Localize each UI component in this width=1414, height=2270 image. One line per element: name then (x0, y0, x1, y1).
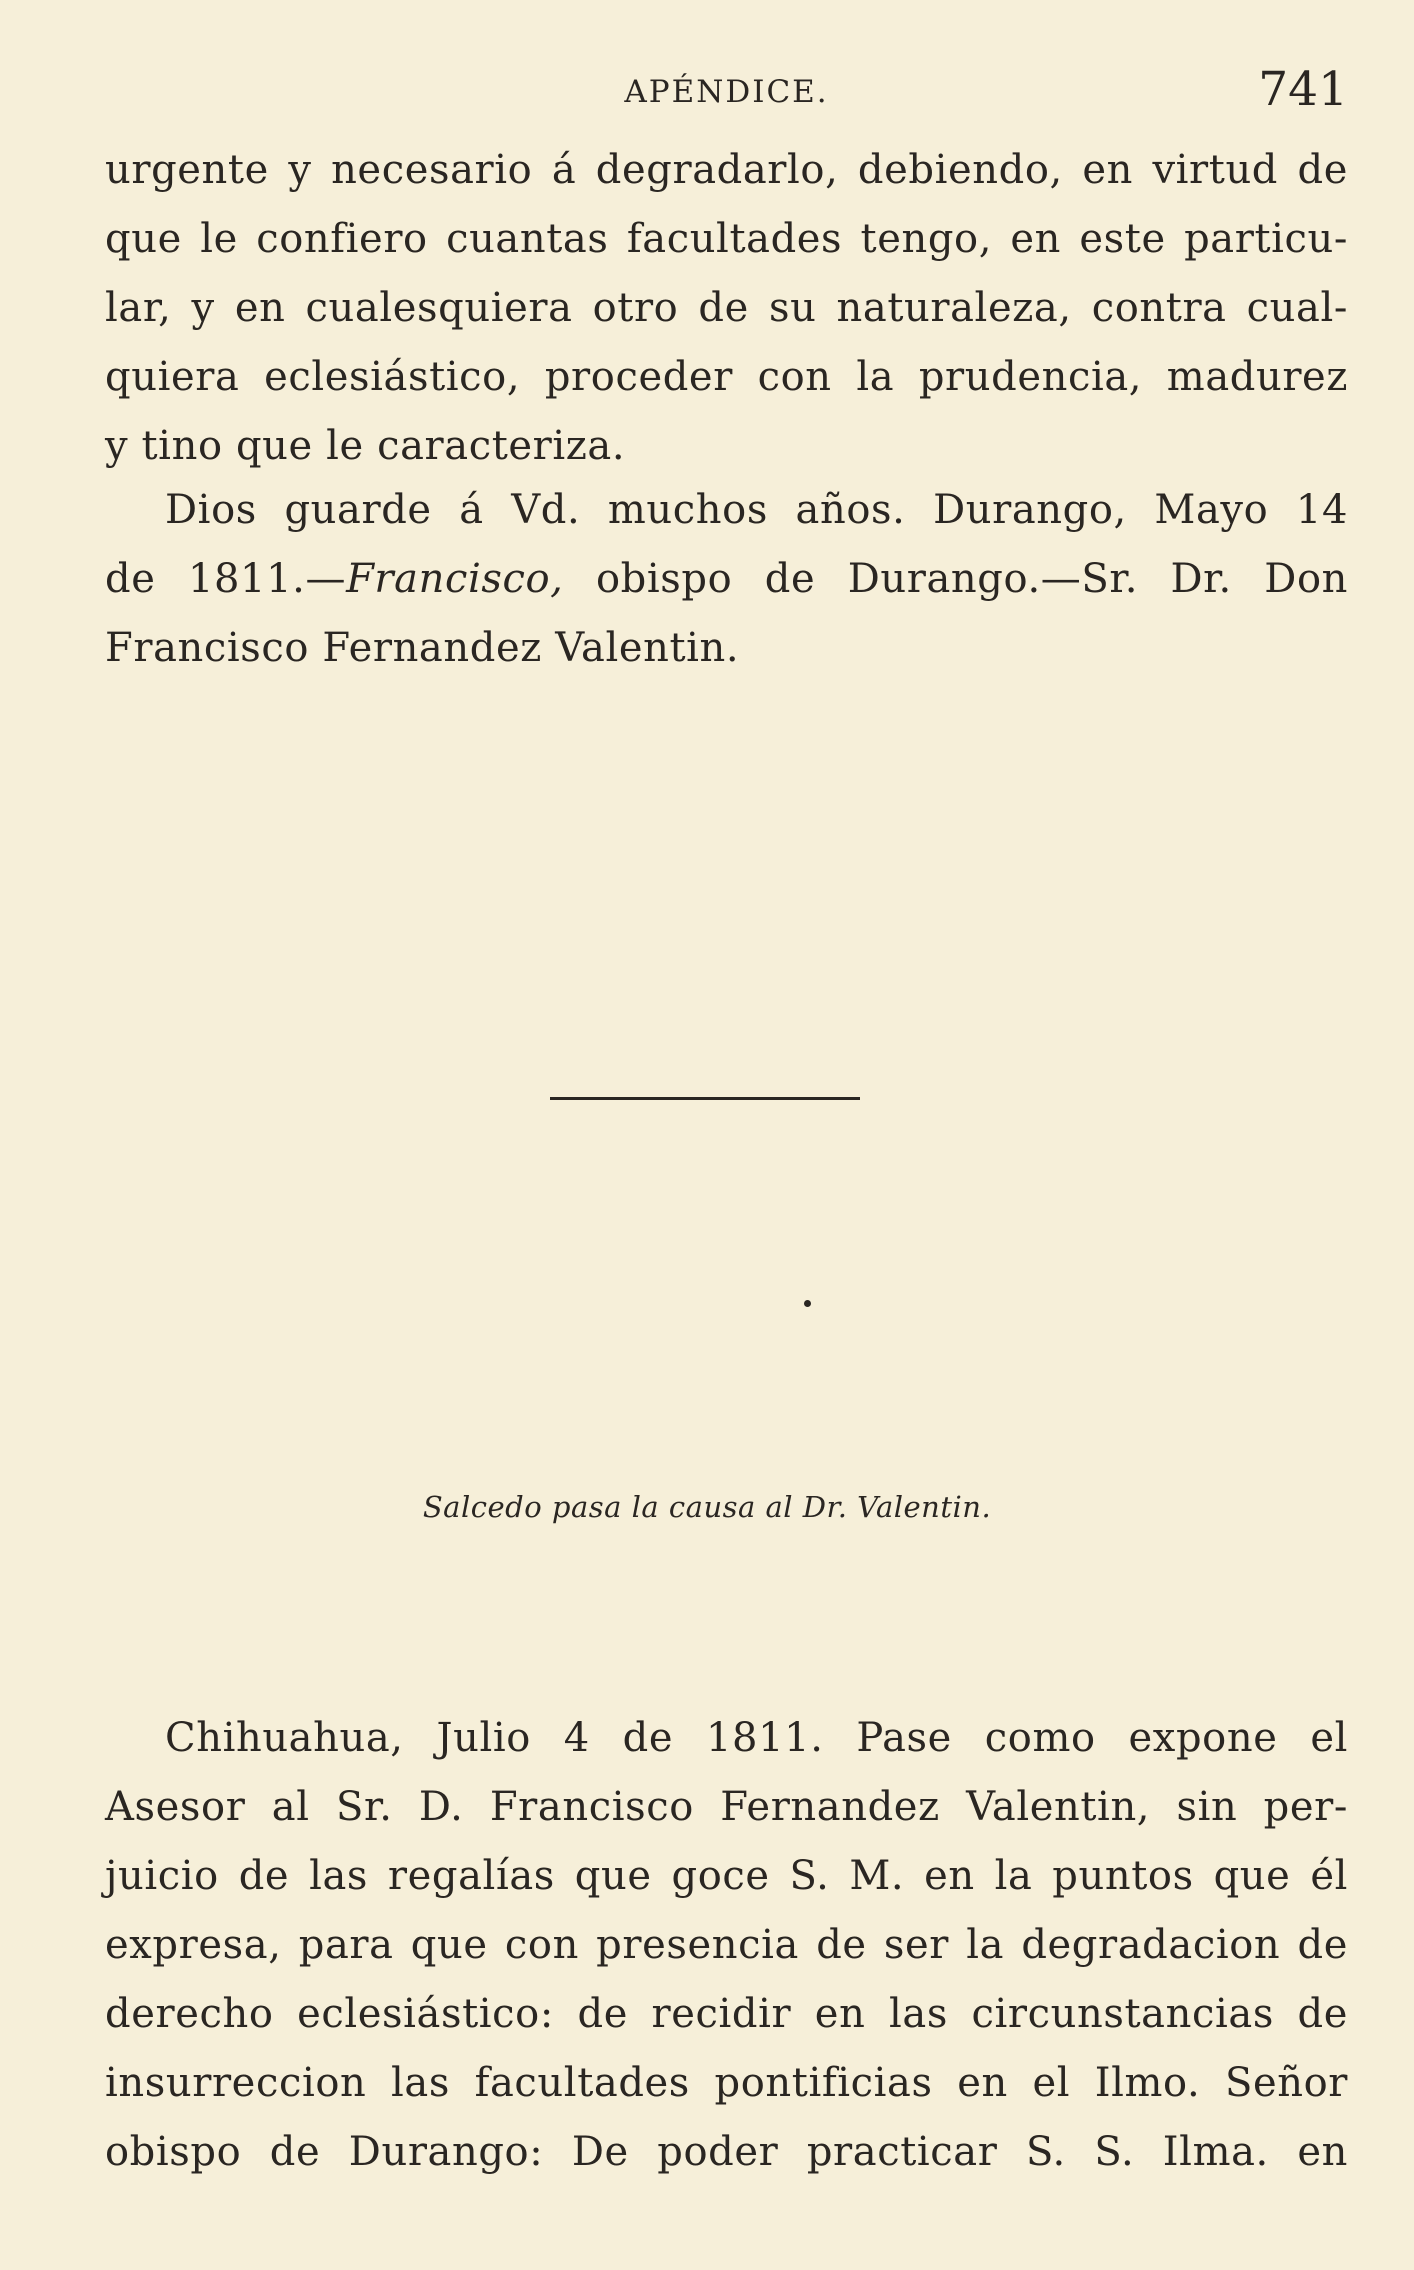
text-line: y tino que le caracteriza. (105, 423, 626, 469)
line-text: de 1811.— (105, 556, 347, 602)
page-number: 741 (1258, 62, 1348, 117)
text-line: Francisco Fernandez Valentin. (105, 625, 740, 671)
text-line: lar, y en cualesquiera otro de su naturaleza, contra cual- (105, 285, 1348, 331)
text-line: derecho eclesiástico: de recidir en las circunstancias de (105, 1991, 1348, 2037)
text-line: Asesor al Sr. D. Francisco Fernandez Valentin, sin per- (105, 1784, 1348, 1830)
line-text: obispo de Durango.—Sr. Dr. Don (563, 556, 1348, 602)
paragraph-letter-closing (105, 476, 1348, 683)
paragraph-decree (105, 1704, 1348, 2187)
ornament-dot (804, 1300, 811, 1307)
paragraph-letter-body (105, 136, 1348, 481)
text-line: Chihuahua, Julio 4 de 1811. Pase como expone el (165, 1715, 1348, 1761)
text-line: urgente y necesario á degradarlo, debiendo, en virtud de (105, 147, 1348, 193)
signer-name: Francisco, (346, 556, 564, 602)
running-head: APÉNDICE. (624, 74, 829, 110)
text-line: juicio de las regalías que goce S. M. en la puntos que él (105, 1853, 1348, 1899)
section-caption: Salcedo pasa la causa al Dr. Valentin. (422, 1490, 992, 1524)
section-divider (550, 1097, 860, 1100)
text-line: expresa, para que con presencia de ser la degradacion de (105, 1922, 1348, 1968)
text-line: que le confiero cuantas facultades tengo, en este particu- (105, 216, 1348, 262)
page-header (105, 62, 1348, 122)
text-line: quiera eclesiástico, proceder con la prudencia, madurez (105, 354, 1348, 400)
text-line: obispo de Durango: De poder practicar S. S. Ilma. en (105, 2129, 1348, 2175)
text-line-signature (105, 545, 1348, 614)
text-line: Dios guarde á Vd. muchos años. Durango, Mayo 14 (165, 487, 1348, 533)
text-line: insurreccion las facultades pontificias en el Ilmo. Señor (105, 2060, 1348, 2106)
